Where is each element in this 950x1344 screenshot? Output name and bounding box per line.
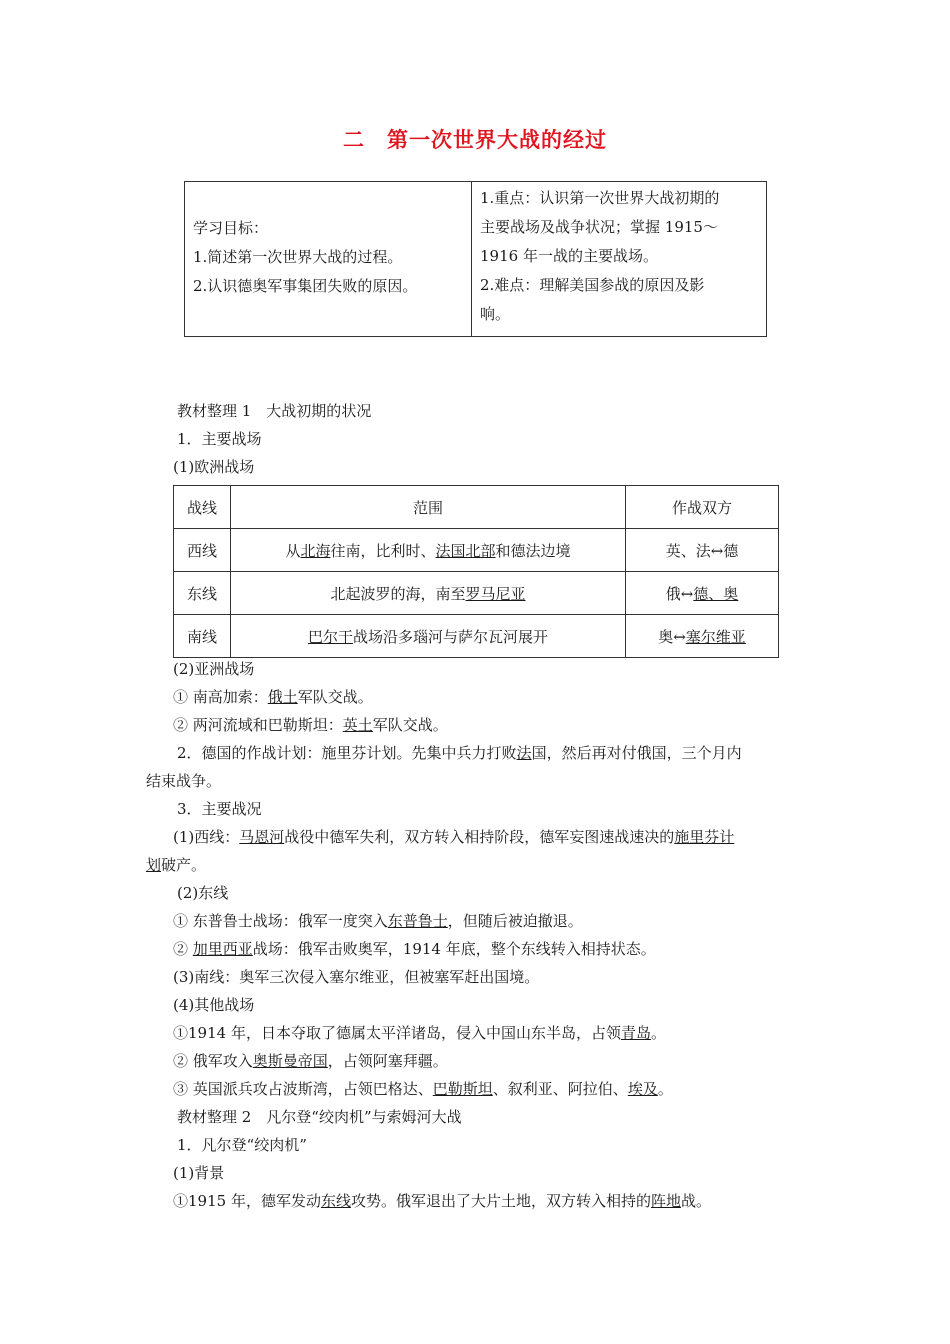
text: 俄↔ (665, 584, 694, 603)
learning-goals-cell (185, 182, 472, 337)
text: 军队交战。 (372, 716, 448, 734)
header-cell: 作战双方 (626, 486, 779, 529)
text: ② (173, 940, 193, 958)
answer-text: 英土 (342, 716, 373, 734)
range-cell (231, 572, 626, 615)
text: ，占领阿塞拜疆。 (327, 1052, 448, 1070)
goal-line: 1.简述第一次世界大战的过程。 (193, 248, 403, 266)
section-heading: 教材整理 2 凡尔登“绞肉机”与索姆河大战 (177, 1108, 462, 1126)
west-line (173, 827, 734, 847)
asia-line (173, 687, 373, 707)
subheading: 1．凡尔登“绞肉机” (177, 1136, 307, 1154)
answer-text: 青岛 (620, 1024, 651, 1042)
plan-line (177, 743, 742, 763)
key-point-line: 主要战场及战争状况；掌握 1915～ (480, 218, 718, 236)
other-line (173, 1051, 448, 1071)
subheading: (2)东线 (177, 884, 229, 902)
text: 国，然后再对付俄国，三个月内 (531, 744, 742, 762)
text: 战。 (681, 1192, 712, 1210)
text: 。 (657, 1080, 673, 1098)
answer-text: 埃及 (627, 1080, 658, 1098)
text: 奥↔ (658, 627, 686, 646)
table-row (174, 615, 779, 658)
text: ① 南高加索： (173, 688, 268, 706)
header-cell: 范围 (231, 486, 626, 529)
range-cell (231, 529, 626, 572)
key-point-line: 1916 年一战的主要战场。 (480, 247, 658, 265)
text: 北起波罗的海，南至 (330, 584, 466, 603)
subheading: (1)背景 (173, 1164, 225, 1182)
table-header-row (174, 486, 779, 529)
answer-text: 奥斯曼帝国 (252, 1052, 328, 1070)
text: ② 俄军攻入 (173, 1052, 253, 1070)
answer-text: 罗马尼亚 (465, 584, 526, 603)
other-line (173, 1079, 673, 1099)
text: ② 两河流域和巴勒斯坦： (173, 716, 343, 734)
front-cell: 西线 (174, 529, 231, 572)
south-line: (3)南线：奥军三次侵入塞尔维亚，但被塞军赶出国境。 (173, 968, 540, 986)
asia-line (173, 715, 448, 735)
answer-text: 北海 (300, 541, 331, 560)
text: (1)西线： (173, 828, 240, 846)
header-cell: 战线 (174, 486, 231, 529)
section-heading: 教材整理 1 大战初期的状况 (177, 402, 372, 420)
learning-goals-table (184, 181, 767, 337)
answer-text: 阵地 (650, 1192, 681, 1210)
goal-line: 学习目标： (193, 219, 269, 237)
text: ③ 英国派兵攻占波斯湾，占领巴格达、 (173, 1080, 433, 1098)
answer-text: 德、奥 (693, 584, 739, 603)
key-point-line: 1.重点：认识第一次世界大战初期的 (480, 189, 720, 207)
text: 。 (650, 1024, 666, 1042)
answer-text: 加里西亚 (192, 940, 253, 958)
subheading: (1)欧洲战场 (173, 458, 255, 476)
goal-line: 2.认识德奥军事集团失败的原因。 (193, 277, 418, 295)
sides-cell (626, 572, 779, 615)
west-line (146, 855, 206, 875)
range-cell (231, 615, 626, 658)
subheading: 3．主要战况 (177, 800, 262, 818)
answer-text: 划 (146, 856, 162, 874)
answer-text: 俄土 (267, 688, 298, 706)
front-cell: 南线 (174, 615, 231, 658)
answer-text: 法国北部 (435, 541, 496, 560)
key-points-cell (472, 182, 767, 337)
answer-text: 东线 (320, 1192, 351, 1210)
east-line (173, 911, 583, 931)
text: 军队交战。 (297, 688, 373, 706)
background-line (173, 1191, 711, 1211)
sides-cell: 英、法↔德 (626, 529, 779, 572)
front-cell: 东线 (174, 572, 231, 615)
table-row (174, 529, 779, 572)
answer-text: 塞尔维亚 (685, 627, 746, 646)
subheading: 1．主要战场 (177, 430, 262, 448)
text: 战役中德军失利，双方转入相持阶段，德军妄图速战速决的 (284, 828, 675, 846)
text: 往南，比利时、 (330, 541, 436, 560)
answer-text: 法 (516, 744, 532, 762)
answer-text: 东普鲁士 (387, 912, 448, 930)
text: ① 东普鲁士战场：俄军一度突入 (173, 912, 388, 930)
subheading: (2)亚洲战场 (173, 660, 255, 678)
key-point-line: 2.难点：理解美国参战的原因及影 (480, 276, 705, 294)
answer-text: 施里芬计 (674, 828, 735, 846)
text: 、叙利亚、阿拉伯、 (492, 1080, 628, 1098)
text: 攻势。俄军退出了大片土地，双方转入相持的 (350, 1192, 651, 1210)
text: ①1914 年，日本夺取了德属太平洋诸岛，侵入中国山东半岛，占领 (173, 1024, 621, 1042)
key-point-line: 响。 (480, 305, 511, 323)
east-line (173, 939, 656, 959)
answer-text: 巴勒斯坦 (432, 1080, 493, 1098)
other-line (173, 1023, 666, 1043)
text: 破产。 (161, 856, 207, 874)
table-row (174, 572, 779, 615)
text: 战场沿多瑙河与萨尔瓦河展开 (353, 627, 549, 646)
page-title: 二 第一次世界大战的经过 (343, 127, 607, 152)
text: 和德法边境 (495, 541, 571, 560)
answer-text: 马恩河 (239, 828, 285, 846)
sides-cell (626, 615, 779, 658)
subheading: (4)其他战场 (173, 996, 255, 1014)
text: ，但随后被迫撤退。 (447, 912, 583, 930)
text: 从 (285, 541, 301, 560)
plan-line: 结束战争。 (146, 772, 222, 790)
answer-text: 巴尔干 (307, 627, 353, 646)
text: 战场：俄军击败奥军，1914 年底，整个东线转入相持状态。 (252, 940, 656, 958)
text: 2．德国的作战计划：施里芬计划。先集中兵力打败 (177, 744, 517, 762)
text: ①1915 年，德军发动 (173, 1192, 321, 1210)
battlefield-table (173, 485, 779, 658)
